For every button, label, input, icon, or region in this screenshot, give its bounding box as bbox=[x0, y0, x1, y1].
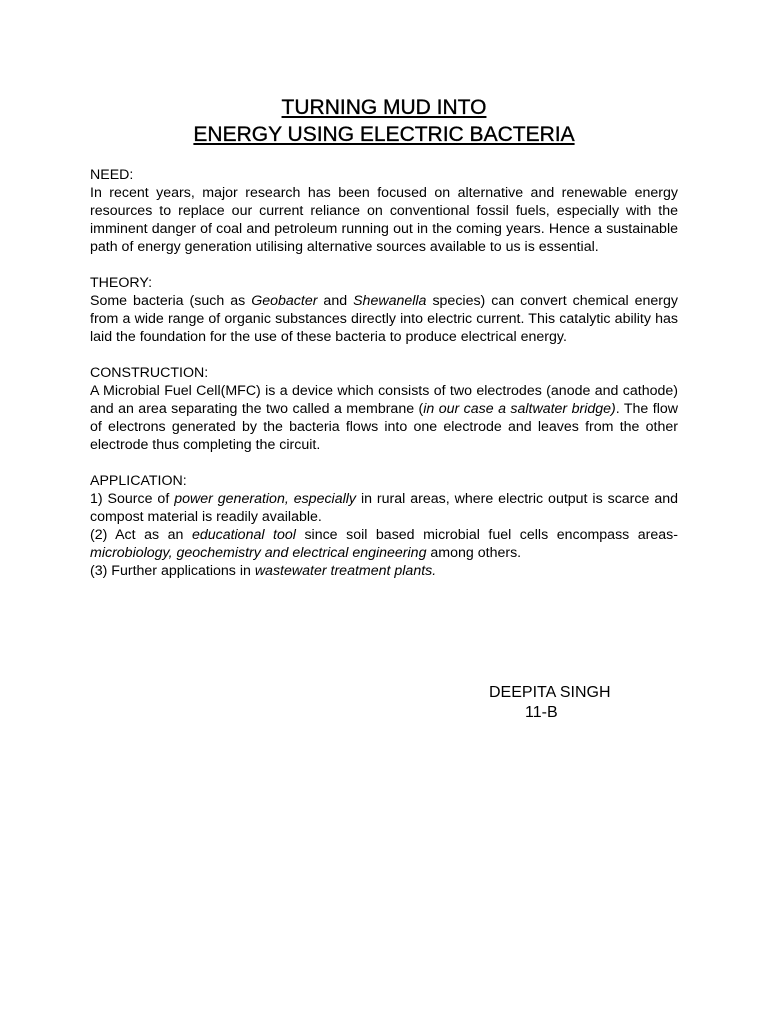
app1-text-2: in rural areas, where electric output is scarce and compost material is readily available. bbox=[90, 491, 678, 525]
app3-text-1: (3) Further applications in bbox=[90, 563, 255, 579]
construction-heading: CONSTRUCTION: bbox=[90, 365, 209, 381]
theory-italic-1: Geobacter bbox=[251, 293, 318, 309]
application-item-3 bbox=[90, 562, 678, 580]
need-heading: NEED: bbox=[90, 167, 134, 183]
application-item-2 bbox=[90, 526, 678, 562]
application-item-1 bbox=[90, 490, 678, 526]
author-class: 11-B bbox=[525, 704, 558, 721]
section-application bbox=[90, 472, 678, 580]
app3-italic-1: wastewater treatment plants. bbox=[254, 563, 437, 579]
title-line-2: ENERGY USING ELECTRIC BACTERIA bbox=[193, 123, 575, 146]
document-title bbox=[0, 94, 768, 148]
theory-italic-2: Shewanella bbox=[353, 293, 427, 309]
app2-italic-2: microbiology, geochemistry and electrical engineering bbox=[90, 545, 427, 561]
title-line-1: TURNING MUD INTO bbox=[281, 96, 487, 119]
app2-text-3: among others. bbox=[426, 545, 522, 561]
app2-italic-1: educational tool bbox=[191, 527, 296, 543]
theory-text-3: species) can convert chemical energy from a wide range of organic substances directly into electric current. This catalytic ability has laid the foundation for the use of these bacteria to produce electrical energy. bbox=[90, 293, 678, 345]
theory-paragraph bbox=[90, 292, 678, 346]
app1-italic-1: power generation, especially bbox=[174, 491, 357, 507]
app2-text-1: (2) Act as an bbox=[90, 527, 192, 543]
need-paragraph: In recent years, major research has been focused on alternative and renewable energy resources to replace our current reliance on conventional fossil fuels, especially with the imminent danger of coal and petroleum running out in the coming years. Hence a sustainable path of energy generation utilising alternative sources available to us is essential. bbox=[90, 185, 678, 255]
construction-paragraph bbox=[90, 382, 678, 454]
application-heading: APPLICATION: bbox=[90, 473, 187, 489]
document-body bbox=[90, 166, 678, 598]
theory-text-1: Some bacteria (such as bbox=[90, 293, 252, 309]
construction-italic-1: in our case a saltwater bridge) bbox=[423, 401, 616, 417]
construction-text-2: . The flow of electrons generated by the bacteria flows into one electrode and leaves from the other electrode thus completing the circuit. bbox=[90, 401, 678, 453]
section-need bbox=[90, 166, 678, 256]
theory-text-2: and bbox=[317, 293, 354, 309]
section-theory bbox=[90, 274, 678, 346]
section-construction bbox=[90, 364, 678, 454]
author-name: DEEPITA SINGH bbox=[489, 684, 611, 701]
construction-text-1: A Microbial Fuel Cell(MFC) is a device which consists of two electrodes (anode and cathode) and an area separating the two called a membrane ( bbox=[90, 383, 678, 417]
app1-text-1: 1) Source of bbox=[90, 491, 175, 507]
theory-heading: THEORY: bbox=[90, 275, 153, 291]
app2-text-2: since soil based microbial fuel cells encompass areas- bbox=[295, 527, 678, 543]
